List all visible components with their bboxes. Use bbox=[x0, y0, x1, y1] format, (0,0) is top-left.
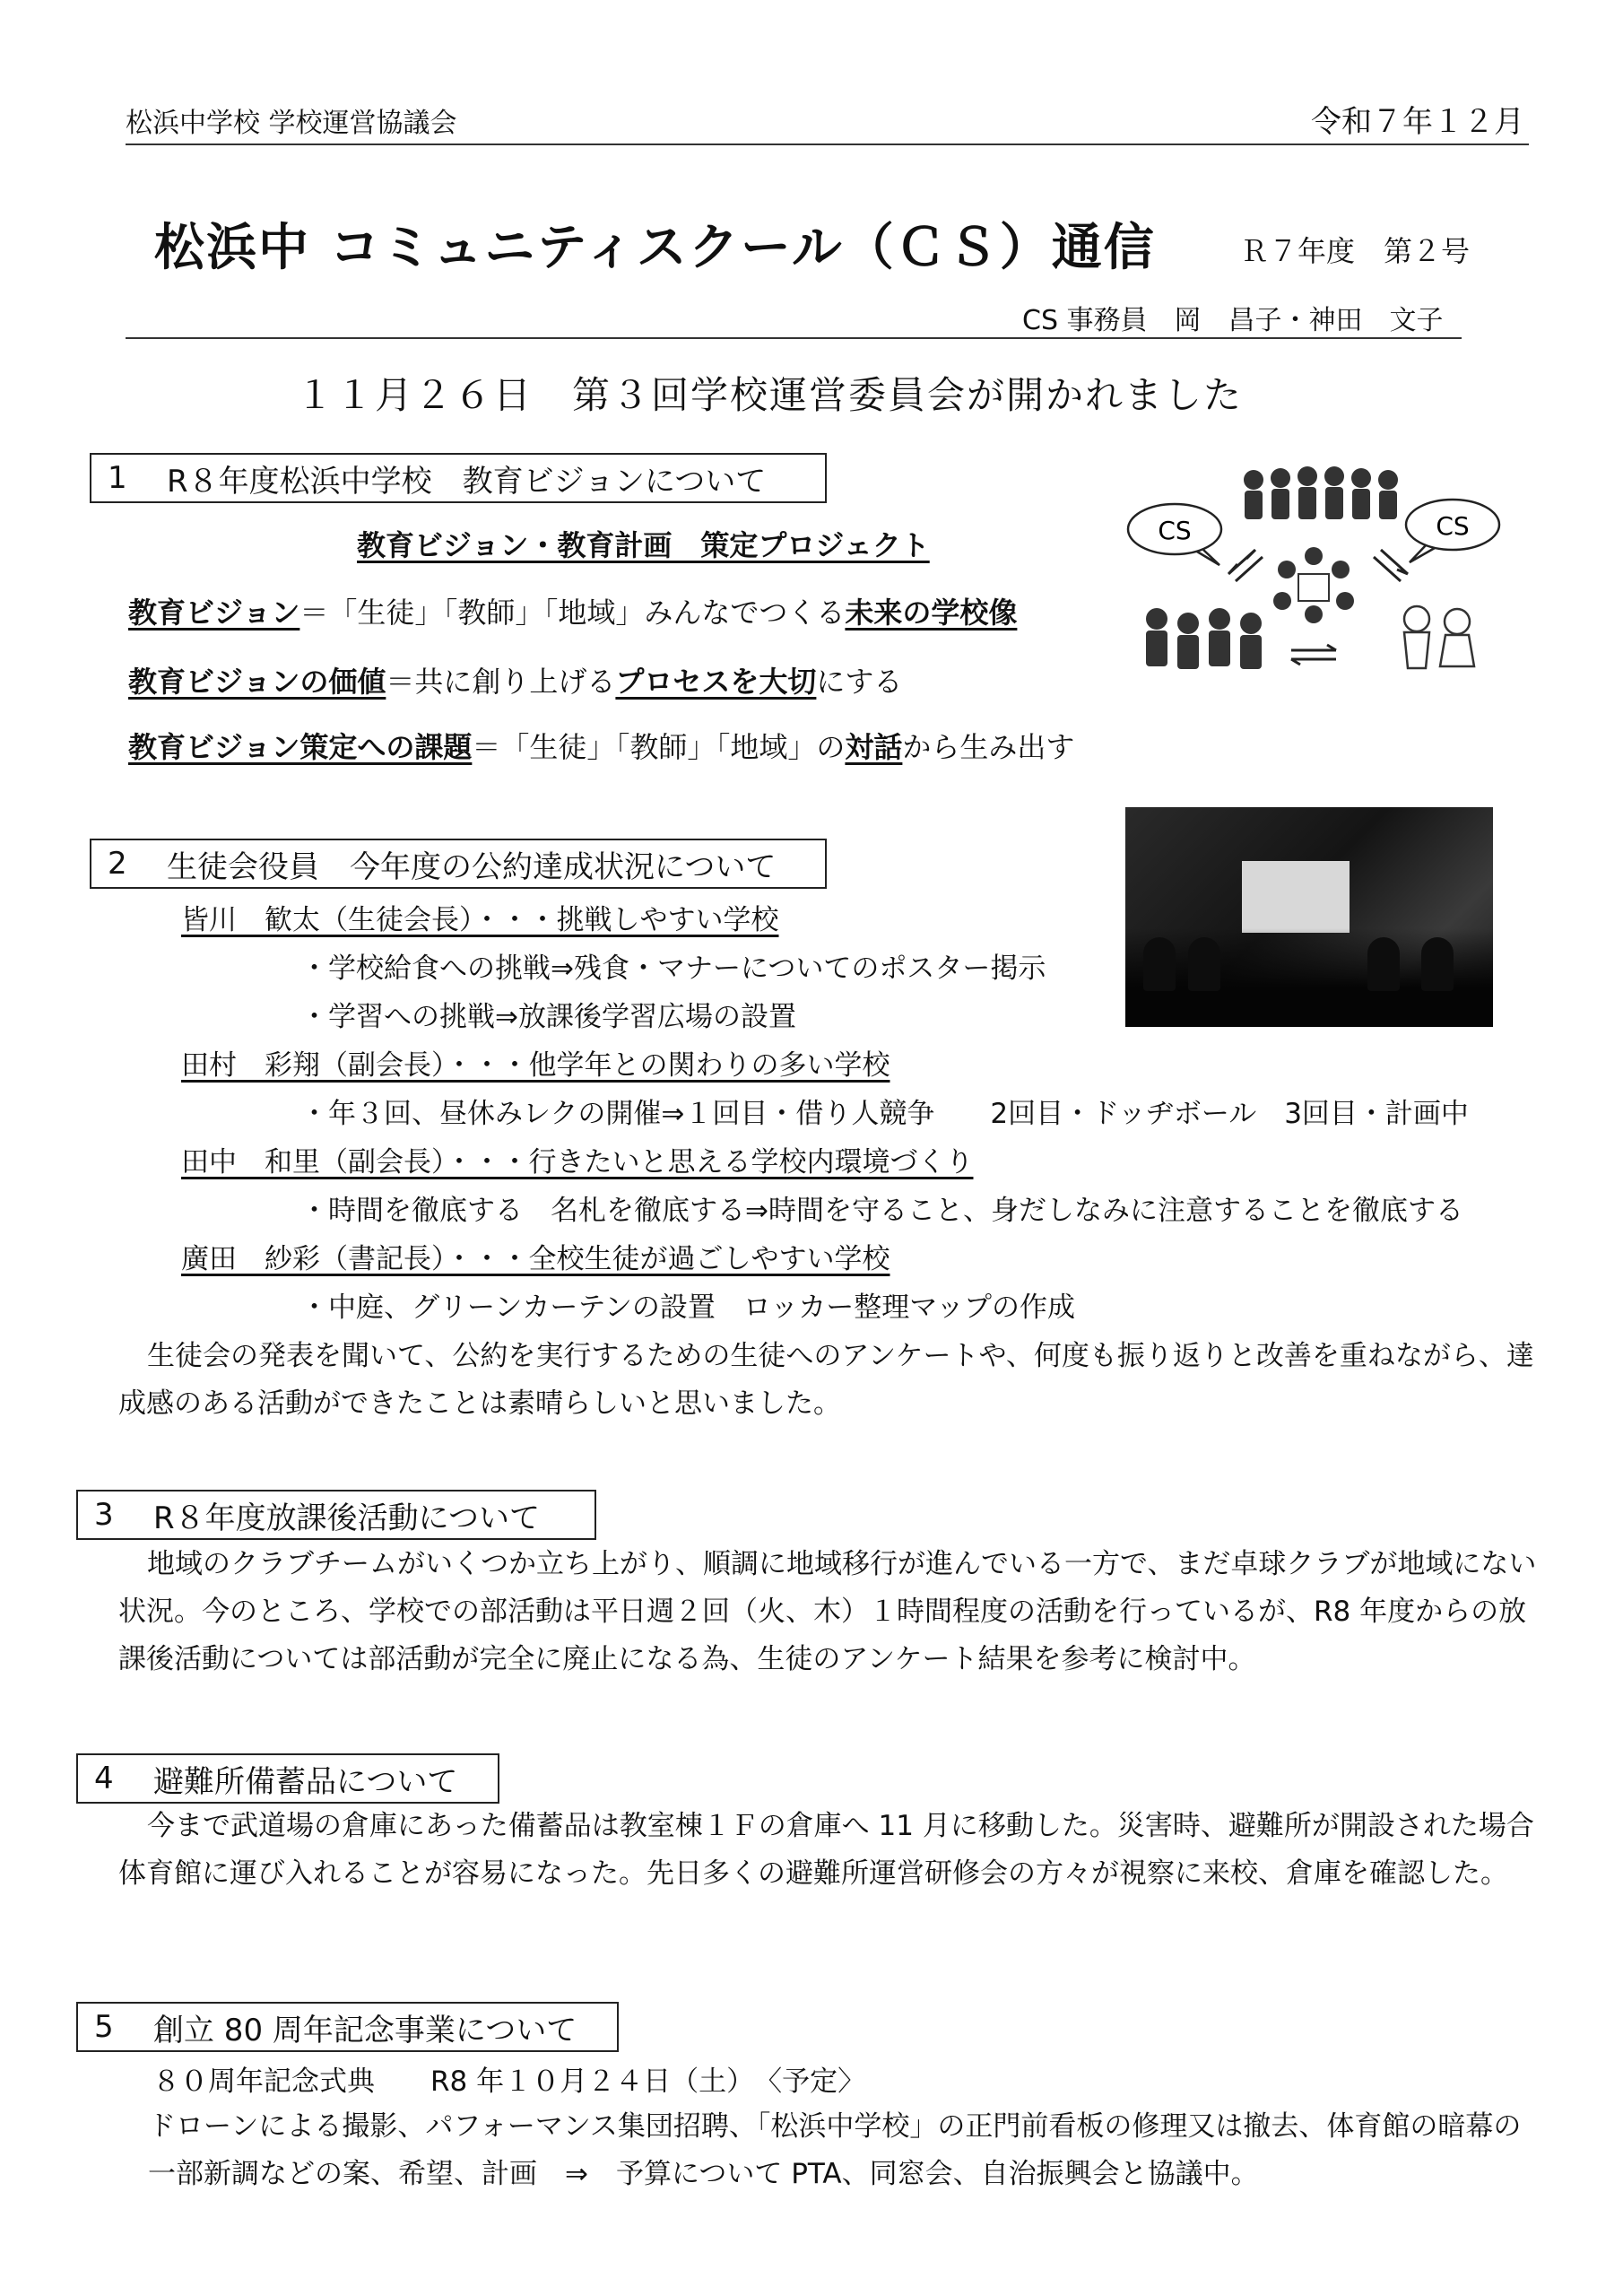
header-divider bbox=[126, 144, 1529, 145]
crowd-icon bbox=[1244, 466, 1398, 519]
vision-emphasis: 未来の学校像 bbox=[845, 596, 1018, 630]
section-5-header bbox=[76, 2002, 619, 2052]
challenge-emphasis: 対話 bbox=[845, 730, 903, 764]
header-date: 令和７年１２月 bbox=[1311, 104, 1524, 140]
meeting-group-icon bbox=[1273, 547, 1354, 623]
teachers-icon bbox=[1146, 608, 1262, 669]
student-council-summary: 生徒会の発表を聞いて、公約を実行するための生徒へのアンケートや、何度も振り返りと改善を重ねながら、達成感のある活動ができたことは素晴らしいと思いました。 bbox=[118, 1340, 1534, 1420]
section-3-body: 地域のクラブチームがいくつか立ち上がり、順調に地域移行が進んでいる一方で、まだ卓球クラブが地域にない状況。今のところ、学校での部活動は平日週２回（火、木）１時間程度の活動を行っているが、R8 年度からの放課後活動については部活動が完全に廃止になる為、生徒のアンケート結果を参考に検討中。 bbox=[118, 1548, 1537, 1675]
students-icon bbox=[1404, 606, 1474, 668]
section-5-number: 5 bbox=[94, 2009, 114, 2045]
person-silhouette bbox=[1143, 937, 1176, 991]
title-divider bbox=[126, 337, 1462, 339]
staff-credit: CS 事務員 岡 昌子・神田 文子 bbox=[1022, 305, 1444, 336]
meeting-headline: １１月２６日 第３回学校運営委員会が開かれました bbox=[296, 373, 1244, 417]
person-silhouette bbox=[1421, 937, 1454, 991]
vision-line-1 bbox=[128, 590, 1017, 631]
section-4-body: 今まで武道場の倉庫にあった備蓄品は教室棟１Ｆの倉庫へ 11 月に移動した。災害時、避難所が開設された場合体育館に運び入れることが容易になった。先日多くの避難所運営研修会の方々が視察に来校、倉庫を確認した。 bbox=[118, 1810, 1534, 1890]
officer-4-name: 廣田 紗彩（書記長）・・・全校生徒が過ごしやすい学校 bbox=[181, 1243, 890, 1275]
community-school-illustration bbox=[1121, 453, 1506, 673]
value-emphasis: プロセスを大切 bbox=[615, 665, 817, 699]
newsletter-title: 松浜中 コミュニティスクール（ＣＳ）通信 bbox=[154, 219, 1156, 277]
section-2-number: 2 bbox=[108, 846, 127, 882]
officer-4-detail-1: ・中庭、グリーンカーテンの設置 ロッカー整理マップの作成 bbox=[300, 1292, 1075, 1324]
project-subtitle: 教育ビジョン・教育計画 策定プロジェクト bbox=[357, 528, 930, 562]
vision-definition: ＝「生徒」「教師」「地域」みんなでつくる bbox=[299, 596, 846, 630]
section-3-number: 3 bbox=[94, 1497, 114, 1533]
section-4-title: 避難所備蓄品について bbox=[153, 1763, 458, 1800]
vision-term: 教育ビジョン bbox=[128, 596, 300, 630]
challenge-tail: から生み出す bbox=[902, 730, 1075, 764]
challenge-definition: ＝「生徒」「教師」「地域」の bbox=[472, 730, 846, 764]
officer-1-detail-2: ・学習への挑戦⇒放課後学習広場の設置 bbox=[300, 1001, 796, 1033]
officer-1-name: 皆川 歓太（生徒会長）・・・挑戦しやすい学校 bbox=[181, 904, 779, 936]
section-4-header bbox=[76, 1753, 499, 1804]
section-2-header bbox=[90, 839, 827, 889]
issue-number: Ｒ７年度 第２号 bbox=[1240, 234, 1471, 268]
section-5-body: ドローンによる撮影、パフォーマンス集団招聘、「松浜中学校」の正門前看板の修理又は撤去、体育館の暗幕の一部新調などの案、希望、計画 ⇒ 予算について PTA、同窓会、自治振興会と協議中。 bbox=[148, 2110, 1522, 2190]
officer-2-detail-1: ・年３回、昼休みレクの開催⇒１回目・借り人競争 2回目・ドッヂボール 3回目・計画中 bbox=[300, 1098, 1469, 1130]
value-term: 教育ビジョンの価値 bbox=[128, 665, 386, 699]
section-3-title: R８年度放課後活動について bbox=[153, 1500, 540, 1536]
value-definition: ＝共に創り上げる bbox=[386, 665, 616, 699]
challenge-term: 教育ビジョン策定への課題 bbox=[128, 730, 473, 764]
section-5-title: 創立 80 周年記念事業について bbox=[153, 2012, 577, 2048]
officer-1-detail-1: ・学校給食への挑戦⇒残食・マナーについてのポスター掲示 bbox=[300, 952, 1046, 985]
officer-3-name: 田中 和里（副会長）・・・行きたいと思える学校内環境づくり bbox=[181, 1146, 974, 1178]
person-silhouette bbox=[1367, 937, 1400, 991]
section-1-title: R８年度松浜中学校 教育ビジョンについて bbox=[167, 463, 767, 500]
officer-3-detail-1: ・時間を徹底する 名札を徹底する⇒時間を守ること、身だしなみに注意することを徹底する bbox=[300, 1195, 1463, 1227]
presentation-screen bbox=[1242, 861, 1350, 933]
section-1-header bbox=[90, 453, 827, 503]
vision-line-2 bbox=[128, 659, 902, 700]
section-3-header bbox=[76, 1490, 596, 1540]
student-council-photo bbox=[1125, 807, 1493, 1027]
officer-2-name: 田村 彩翔（副会長）・・・他学年との関わりの多い学校 bbox=[181, 1049, 890, 1082]
header-organization: 松浜中学校 学校運営協議会 bbox=[126, 108, 457, 139]
bubble-left-text: CS bbox=[1158, 516, 1192, 545]
anniversary-ceremony: ８０周年記念式典 R8 年１０月２４日（土） 〈予定〉 bbox=[152, 2066, 866, 2098]
section-2-title: 生徒会役員 今年度の公約達成状況について bbox=[167, 848, 777, 885]
section-4-number: 4 bbox=[94, 1761, 114, 1796]
person-silhouette bbox=[1188, 937, 1220, 991]
value-tail: にする bbox=[816, 665, 903, 699]
bubble-right-text: CS bbox=[1436, 511, 1470, 541]
vision-line-3 bbox=[128, 725, 1074, 766]
section-1-number: 1 bbox=[108, 460, 127, 496]
